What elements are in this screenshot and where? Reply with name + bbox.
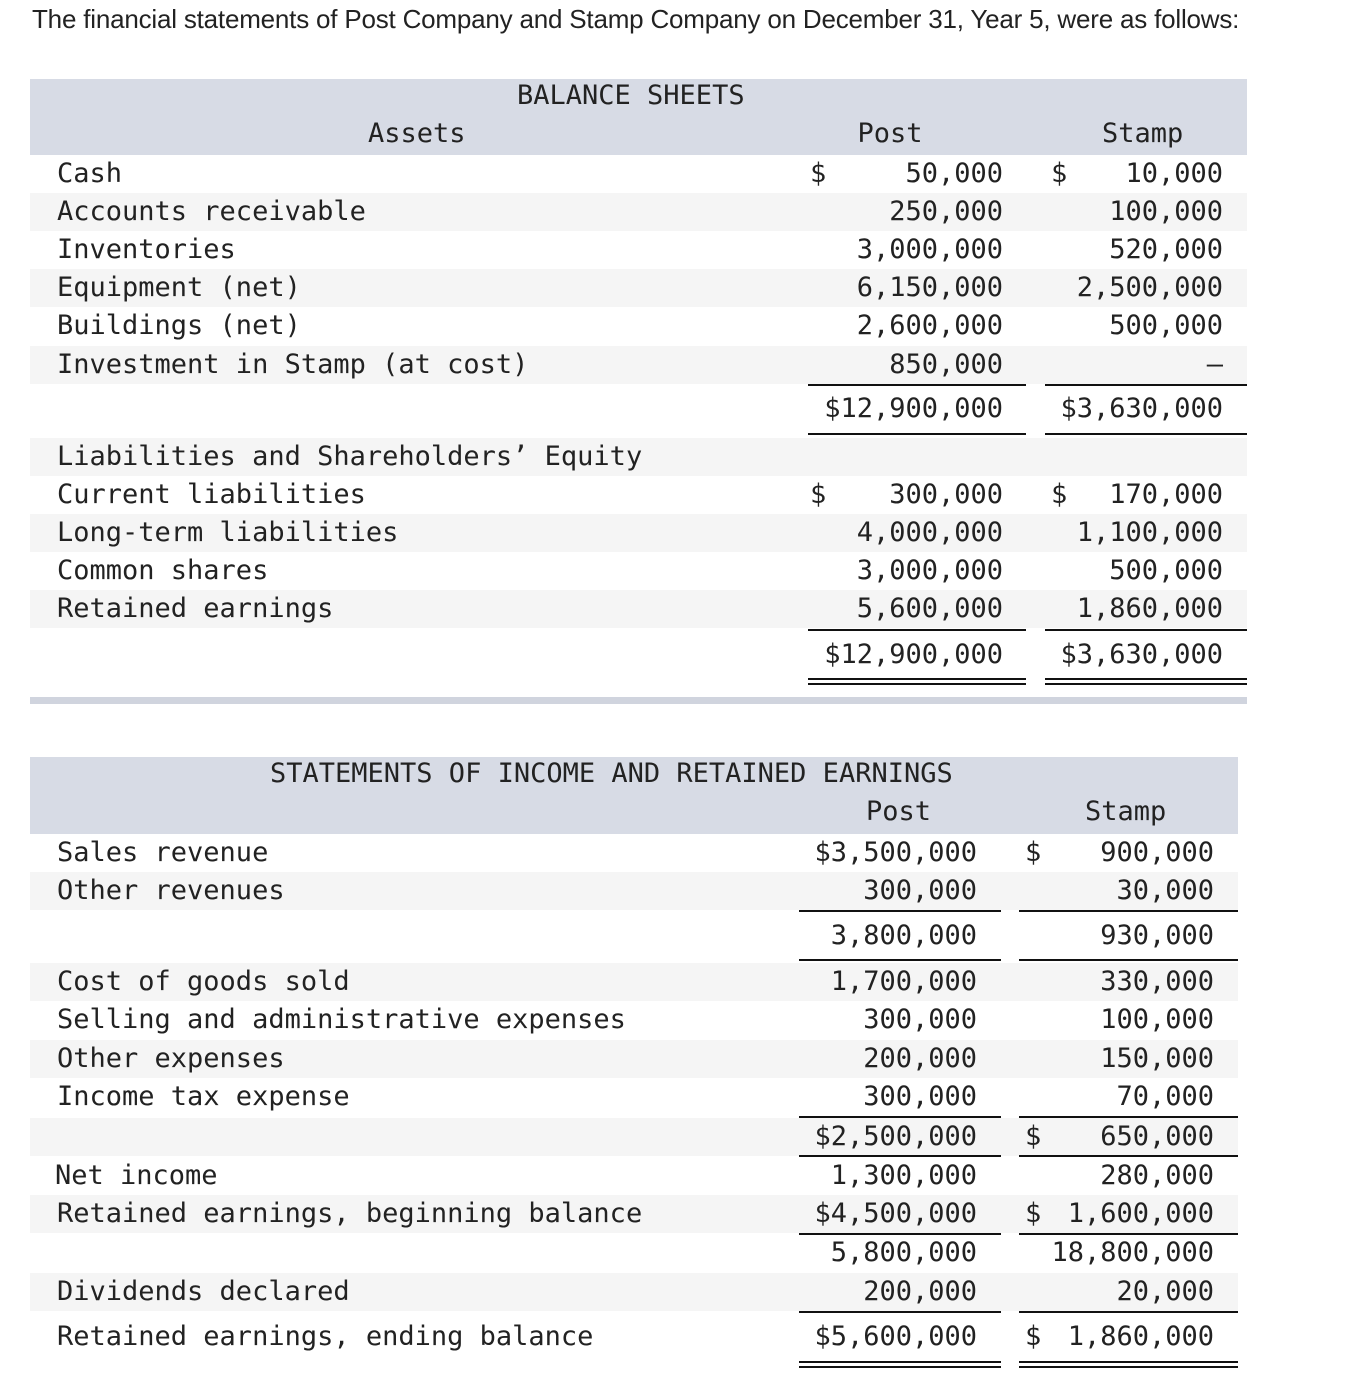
row-label: Accounts receivable	[57, 196, 366, 227]
post-value: 1,300,000	[830, 1160, 977, 1191]
table-row	[30, 1273, 1238, 1311]
double-underline	[799, 1361, 1001, 1368]
table-row	[30, 1157, 1238, 1195]
stamp-value: 330,000	[1100, 966, 1214, 997]
section-divider	[30, 697, 1247, 704]
row-label: Common shares	[57, 555, 269, 586]
stamp-total: $3,630,000	[1060, 393, 1223, 424]
stamp-value: —	[1206, 349, 1223, 380]
table-row	[30, 1001, 1238, 1039]
table-row	[30, 514, 1247, 552]
post-total: $12,900,000	[824, 393, 1003, 424]
stamp-total: $3,630,000	[1060, 639, 1223, 670]
post-value: 300,000	[863, 875, 977, 906]
stamp-value: 150,000	[1100, 1043, 1214, 1074]
row-label: Buildings (net)	[57, 310, 301, 341]
row-label: Inventories	[57, 234, 236, 265]
liabilities-header-row	[30, 438, 1247, 476]
table-row	[30, 963, 1238, 1001]
post-value: 5,800,000	[830, 1237, 977, 1268]
table-row	[30, 552, 1247, 590]
liabilities-total-row	[30, 636, 1247, 674]
underline	[1019, 1311, 1238, 1313]
row-label: Retained earnings	[57, 593, 334, 624]
underline	[808, 629, 1026, 631]
assets-header: Assets	[368, 118, 466, 149]
post-value: $4,500,000	[814, 1198, 977, 1229]
post-value: 6,150,000	[856, 272, 1003, 303]
currency-symbol: $	[1051, 158, 1068, 189]
post-value: 3,000,000	[856, 555, 1003, 586]
stamp-value: 20,000	[1116, 1276, 1214, 1307]
underline	[799, 910, 1001, 912]
post-value: 2,600,000	[856, 310, 1003, 341]
post-value: 300,000	[863, 1081, 977, 1112]
stamp-value: 1,860,000	[1076, 593, 1223, 624]
stamp-value: 1,600,000	[1067, 1198, 1214, 1229]
stamp-value: 500,000	[1109, 310, 1223, 341]
double-underline	[1019, 1361, 1238, 1368]
table-row	[30, 590, 1247, 628]
table-row	[30, 1040, 1238, 1078]
row-label: Other expenses	[57, 1043, 285, 1074]
stamp-value: 1,860,000	[1067, 1321, 1214, 1352]
row-label: Selling and administrative expenses	[57, 1004, 626, 1035]
stamp-value: 1,100,000	[1076, 517, 1223, 548]
table-row	[30, 193, 1247, 231]
row-label: Equipment (net)	[57, 272, 301, 303]
post-value: 850,000	[889, 349, 1003, 380]
row-label: Net income	[55, 1160, 218, 1191]
currency-symbol: $	[1025, 1198, 1042, 1229]
row-label: Retained earnings, ending balance	[57, 1321, 594, 1352]
table-row	[30, 1118, 1238, 1156]
row-label: Retained earnings, beginning balance	[57, 1198, 643, 1229]
intro-text: The financial statements of Post Company and Stamp Company on December 31, Year 5, were as follows:	[32, 4, 1240, 34]
underline	[808, 384, 1026, 386]
post-value: 50,000	[905, 158, 1003, 189]
row-label: Cost of goods sold	[57, 966, 350, 997]
stamp-value: 900,000	[1100, 837, 1214, 868]
row-label: Income tax expense	[57, 1081, 350, 1112]
table-row	[30, 476, 1247, 514]
post-value: 300,000	[863, 1004, 977, 1035]
currency-symbol: $	[1025, 1121, 1042, 1152]
stamp-value: 70,000	[1116, 1081, 1214, 1112]
stamp-value: 650,000	[1100, 1121, 1214, 1152]
post-value: 300,000	[889, 479, 1003, 510]
row-label: Current liabilities	[57, 479, 366, 510]
underline	[1045, 384, 1247, 386]
stamp-value: 170,000	[1109, 479, 1223, 510]
post-value: 4,000,000	[856, 517, 1003, 548]
double-underline	[808, 678, 1026, 685]
currency-symbol: $	[1025, 837, 1042, 868]
assets-total-row	[30, 390, 1247, 428]
stamp-value: 500,000	[1109, 555, 1223, 586]
table-row	[30, 1318, 1238, 1356]
row-label: Cash	[57, 158, 123, 189]
post-value: 250,000	[889, 196, 1003, 227]
table-row	[30, 346, 1247, 384]
col-header-post: Post	[866, 796, 932, 827]
stamp-value: 18,800,000	[1051, 1237, 1214, 1268]
row-label: Other revenues	[57, 875, 285, 906]
table-row	[30, 872, 1238, 910]
stamp-value: 30,000	[1116, 875, 1214, 906]
col-header-stamp: Stamp	[1085, 796, 1167, 827]
stamp-value: 520,000	[1109, 234, 1223, 265]
row-label: Sales revenue	[57, 837, 269, 868]
stamp-value: 2,500,000	[1076, 272, 1223, 303]
post-value: 1,700,000	[830, 966, 977, 997]
stamp-value: 280,000	[1100, 1160, 1214, 1191]
post-value: $2,500,000	[814, 1121, 977, 1152]
currency-symbol: $	[1051, 479, 1068, 510]
post-value: $3,500,000	[814, 837, 977, 868]
post-value: 3,000,000	[856, 234, 1003, 265]
post-value: 200,000	[863, 1276, 977, 1307]
table-row	[30, 1234, 1238, 1272]
table-row	[30, 307, 1247, 345]
underline	[1019, 910, 1238, 912]
table-row	[30, 917, 1238, 955]
stamp-value: 100,000	[1100, 1004, 1214, 1035]
table-row	[30, 269, 1247, 307]
liabilities-header: Liabilities and Shareholders’ Equity	[57, 441, 643, 472]
stamp-value: 10,000	[1125, 158, 1223, 189]
col-header-stamp: Stamp	[1102, 118, 1184, 149]
stamp-value: 100,000	[1109, 196, 1223, 227]
post-value: 3,800,000	[830, 920, 977, 951]
currency-symbol: $	[810, 479, 827, 510]
table-row	[30, 1078, 1238, 1116]
table-row	[30, 231, 1247, 269]
underline	[1045, 629, 1247, 631]
balance-sheet-title: BALANCE SHEETS	[517, 80, 745, 111]
col-header-post: Post	[857, 118, 923, 149]
row-label: Long-term liabilities	[57, 517, 399, 548]
post-value: $5,600,000	[814, 1321, 977, 1352]
currency-symbol: $	[1025, 1321, 1042, 1352]
income-statement-title: STATEMENTS OF INCOME AND RETAINED EARNINGS	[270, 758, 953, 789]
stamp-value: 930,000	[1100, 920, 1214, 951]
post-value: 200,000	[863, 1043, 977, 1074]
table-row	[30, 1195, 1238, 1233]
table-row	[30, 834, 1238, 872]
currency-symbol: $	[810, 158, 827, 189]
post-total: $12,900,000	[824, 639, 1003, 670]
underline	[799, 1311, 1001, 1313]
post-value: 5,600,000	[856, 593, 1003, 624]
double-underline	[1045, 678, 1247, 685]
row-label: Dividends declared	[57, 1276, 350, 1307]
row-label: Investment in Stamp (at cost)	[57, 349, 529, 380]
table-row	[30, 155, 1247, 193]
